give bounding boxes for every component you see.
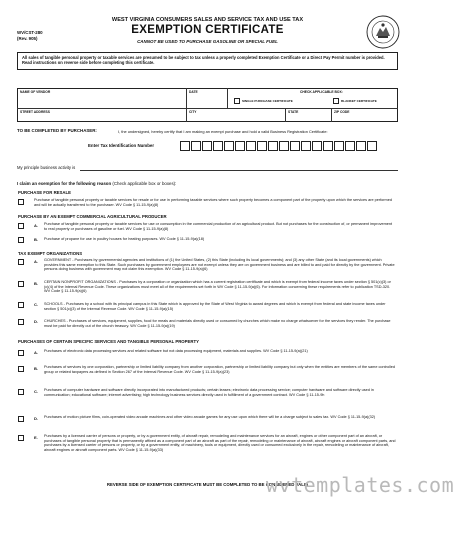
watermark: wvtemplates.com [266,473,454,497]
checkbox-government[interactable] [18,259,24,265]
label-schools: C. [34,302,38,307]
form-number: WV/CST-280 [17,30,43,35]
vendor-name-label: NAME OF VENDOR [20,90,51,94]
label-government: A. [34,259,38,264]
item-text-specific-a: Purchases of electronic data processing services and related software but not data processing equipment, materials and supplies. WV Code § 11-15-9(a)(21) [44,349,308,353]
checkbox-specific-d[interactable] [18,416,24,422]
street-address-field[interactable] [20,115,184,122]
item-text-specific-c: Purchases of computer hardware and software directly incorporated into manufactured products; certain leases; electronic data processing service; computer hardware and software directly used in communication; educational software; internet advertising; high technology business services directly used in fulfillment of a government contract. WV Code § 11-15-9h [44,388,374,397]
label-agricultural-a: A. [34,223,38,228]
checkbox-nonprofit[interactable] [18,281,24,287]
claim-rest: (Check applicable box or boxes): [112,181,177,186]
tax-id-input[interactable] [180,141,376,151]
item-text-agricultural-b: Purchase of propane for use in poultry houses for heating purposes. WV Code § 11-15-9(a)(18) [44,237,205,241]
checkbox-churches[interactable] [18,319,24,325]
item-text-government: GOVERNMENT - Purchases by governmental agencies and institutions of (1) the United States, (2) this State (including its local governments); and (3) any other State (and its local governments) which provides this same exemption to this State. Such purchases by government employees are not exempt unless they are on government business and are billed to and paid for directly by the government. Private persons doing business with government may not claim this exemption. WV Code § 11-15-9(a)(6) [44,258,395,271]
state-seal-icon [366,15,400,49]
date-label: DATE [189,90,198,94]
item-text-specific-e: Purchases by a licensed carrier of persons or property, or by a government entity, of aircraft repair, remodeling and maintenance services for an aircraft, engines or other component part of an aircraft, or purchases of tangible personal property that is permanently affixed as a component part of an aircraft as part of the repair, remodeling or maintenance of aircraft, aircraft engines or aircraft component parts, and purchases by a licensed carrier of persons or property, or by a government entity, of machinery, tools or equipment, directly used or consumed exclusively in the repair, remodeling or maintenance of aircraft, aircraft engines or aircraft component parts. WV Code § 11-15-9(a)(33) [44,434,396,452]
checkbox-specific-a[interactable] [18,350,24,356]
agency-title: WEST VIRGINIA CONSUMERS SALES AND SERVICE TAX AND USE TAX [111,17,304,23]
item-text-specific-d: Purchases of motion picture films, coin-operated video arcade machines and other video arcade games for any use upon which there will be a charge subject to sales tax. WV Code § 11-15-9(a)(32) [44,415,376,419]
label-specific-c: C. [34,389,38,394]
section-title-specific-services: PURCHASES OF CERTAIN SPECIFIC SERVICES AND TANGIBLE PERSONAL PROPERTY [18,339,199,344]
label-agricultural-b: B. [34,237,38,242]
zip-code-field[interactable] [334,115,396,122]
checkbox-specific-e[interactable] [18,435,24,441]
item-text-resale: Purchase of tangible personal property or taxable services for resale or for use in performing taxable services where such property becomes a component part of the property upon which the services are performed and will be actually transferred to the purchaser. WV Code § 11-15-9(a)(8) [34,198,392,207]
label-specific-d: D. [34,416,38,421]
item-text-schools: SCHOOLS - Purchases by a school with its principal campus in this State which is approved by the State of West Virginia to award degrees and which is exempt from federal and state income taxes under section § 501(c)(3) of the Internal Revenue Code. WV Code § 11-15-9(a)(15) [44,302,386,311]
claim-lead: I claim an exemption for the following reason [17,181,112,186]
label-specific-b: B. [34,366,38,371]
purchaser-lead: TO BE COMPLETED BY PURCHASER: [17,128,97,133]
footer-note: REVERSE SIDE OF EXEMPTION CERTIFICATE MUST BE COMPLETED TO BE CONSIDERED VALID [106,482,309,487]
date-field[interactable] [189,96,225,106]
purchaser-statement: I, the undersigned, hereby certify that I am making an exempt purchase and hold a valid Business Registration Certificate: [118,128,328,134]
section-title-resale: PURCHASE FOR RESALE [18,190,71,195]
label-nonprofit: B. [34,281,38,286]
label-specific-e: E. [34,435,38,440]
checkbox-specific-b[interactable] [18,366,24,372]
city-field[interactable] [189,115,283,122]
checkbox-agricultural-a[interactable] [18,223,24,229]
page-title: EXEMPTION CERTIFICATE [131,24,284,36]
form-revision: (Rev. 905) [17,36,38,41]
check-applicable-label: CHECK APPLICABLE BOX: [300,90,343,94]
single-purchase-checkbox[interactable] [234,98,240,104]
claim-heading [17,181,176,186]
business-activity-label: My principle business activity is [17,165,76,170]
checkbox-schools[interactable] [18,302,24,308]
label-churches: D. [34,319,38,324]
state-label: STATE [288,110,299,114]
checkbox-specific-c[interactable] [18,389,24,395]
checkbox-agricultural-b[interactable] [18,237,24,243]
blanket-certificate-label: BLANKET CERTIFICATE [341,99,377,103]
item-text-churches: CHURCHES - Purchases of services, equipment, supplies, food for meals and materials directly used or consumed by churches which make no charge whatsoever for the services they render. The purchase must be paid for directly out of the church treasury. WV Code § 11-15-9(a)(19) [44,319,391,328]
notice-text: All sales of tangible personal property or taxable services are presumed to be subject to tax unless a properly completed Exemption Certificate or a Direct Pay Permit number is provided. Read instructions on reverse side before completing this certificate. [22,55,385,65]
tax-id-label: Enter Tax Identification Number [88,143,155,148]
section-title-agricultural: PURCHASE BY AN EXEMPT COMMERCIAL AGRICULTURAL PRODUCER [18,214,167,219]
item-text-nonprofit: CERTAIN NONPROFIT ORGANIZATIONS - Purchases by a corporation or organization which has a current registration certificate and which is exempt from federal income taxes under section § 501(c)(3) or (c)(4) of the Internal Revenue Code. These organizations must meet all of the requirements set forth in WV Code § 11-15-9(a)(6). For information concerning these requirements refer to publication TSD-320. WV Code § 11-15-9(a)(6) [44,280,391,293]
notice-box [17,52,398,70]
section-title-tax-exempt: TAX EXEMPT ORGANIZATIONS [18,251,83,256]
business-activity-field[interactable] [80,170,398,171]
page-subtitle: CANNOT BE USED TO PURCHASE GASOLINE OR SPECIAL FUEL [137,39,278,44]
city-label: CITY [189,110,197,114]
item-text-specific-b: Purchases of services by one corporation, partnership or limited liability company from another corporation, partnership or limited liability company but only when the entities are members of the same controlled group or related taxpayers as defined in Section 267 of the Internal Revenue Code. WV Code § 11-15-9(a)(23) [44,365,395,374]
state-field[interactable] [288,115,329,122]
vendor-name-field[interactable] [20,96,184,106]
checkbox-resale[interactable] [18,199,24,205]
single-purchase-label: SINGLE PURCHASE CERTIFICATE [242,99,293,103]
street-address-label: STREET ADDRESS [20,110,50,114]
label-specific-a: A. [34,350,38,355]
item-text-agricultural-a: Purchase of tangible personal property or taxable services for use or consumption in the commercial production of an agricultural product. But not purchases for the construction of, or permanent improvement to real property or purchases of gasoline or fuel. WV Code § 11-15-9(a)(8) [44,222,393,231]
blanket-certificate-checkbox[interactable] [333,98,339,104]
zip-code-label: ZIP CODE [334,110,350,114]
